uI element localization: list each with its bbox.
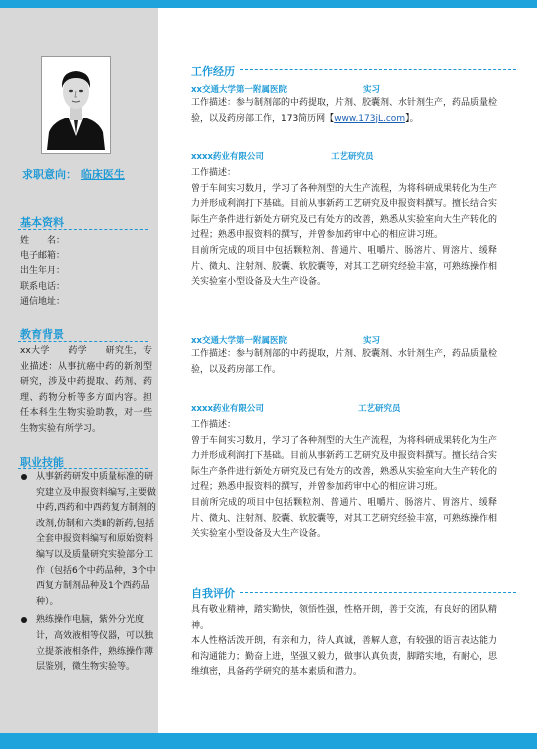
- info-name-label: 姓 名：: [20, 236, 66, 246]
- job-intent: [22, 166, 125, 182]
- job-4-description: [191, 418, 497, 543]
- self-evaluation-title: 自我评价: [191, 587, 235, 600]
- job-3-header: [191, 334, 381, 346]
- skill-item: [20, 613, 156, 675]
- bullet-icon: [21, 617, 27, 623]
- bullet-icon: [21, 474, 27, 480]
- job-4-desc-label: 工作描述：: [191, 420, 237, 430]
- skills-title: 职业技能: [20, 456, 64, 469]
- job-intent-label: 求职意向：: [22, 168, 77, 181]
- work-experience-rule: [240, 69, 516, 70]
- job-4-role: 工艺研究员: [358, 404, 401, 414]
- job-1-company: xx交通大学第一附属医院: [191, 85, 287, 95]
- education-text: xx大学 药学 研究生，专业描述：从事抗癌中药的新剂型研究，涉及中药提取、药剂、药理、药物分析等多方面内容。担任本科生生物实验助教，对一些生物实验有所学习。: [20, 346, 152, 434]
- self-evaluation-rule: [240, 592, 516, 593]
- job-3-description: 工作描述：参与制剂部的中药提取，片剂、胶囊剂、水针剂生产，药品质量检验，以及药房部工作。: [191, 349, 498, 375]
- skill-item: [20, 470, 156, 610]
- job-3-company: xx交通大学第一附属医院: [191, 336, 287, 346]
- skills-list: [20, 470, 156, 679]
- job-2-desc-label: 工作描述：: [191, 168, 237, 178]
- photo-frame: [41, 56, 111, 154]
- education-rule: [18, 341, 148, 342]
- self-evaluation-para-2: 本人性格活泼开朗，有亲和力，待人真诚，善解人意，有较强的语言表达能力和沟通能力；勤奋上进，坚强又毅力，做事认真负责，脚踏实地，有耐心，思维缜密，具备药学研究的基本素质和潜力。: [191, 636, 498, 678]
- info-phone-label: 联系电话：: [20, 282, 66, 292]
- work-experience-title: 工作经历: [191, 65, 235, 78]
- info-email-label: 电子邮箱：: [20, 251, 66, 261]
- top-accent-bar: [0, 0, 537, 8]
- job-2-desc-para-2: 目前所完成的项目中包括颗粒剂、普通片、咀嚼片、肠溶片、胃溶片、缓释片、微丸、注射剂、胶囊、软胶囊等，对其工艺研究经验丰富，可熟练操作相关实验室小型设备及大生产设备。: [191, 245, 498, 288]
- basic-info-rule: [18, 229, 148, 230]
- job-2-desc-para-1: 曾于车间实习数月，学习了各种剂型的大生产流程，为将科研成果转化为生产力并形成利润打下基础。目前从事新药工艺研究及申报资料撰写。擅长结合实际生产条件进行新处方研究及已有处方的改善，熟悉从实验室向大生产转化的过程；熟悉申报资料的撰写，并曾参加药审中心的相应讲习班。: [191, 183, 498, 241]
- job-4-desc-para-1: 曾于车间实习数月，学习了各种剂型的大生产流程，为将科研成果转化为生产力并形成利润打下基础。目前从事新药工艺研究及申报资料撰写。擅长结合实际生产条件进行新处方研究及已有处方的改善，熟悉从实验室向大生产转化的过程；熟悉申报资料的撰写，并曾参加药审中心的相应讲习班。: [191, 435, 498, 493]
- job-4-desc-para-2: 目前所完成的项目中包括颗粒剂、普通片、咀嚼片、肠溶片、胃溶片、缓释片、微丸、注射剂、胶囊、软胶囊等，对其工艺研究经验丰富，可熟练操作相关实验室小型设备及大生产设备。: [191, 497, 498, 540]
- basic-info-title: 基本资料: [20, 216, 64, 229]
- job-2-description: [191, 166, 497, 291]
- info-birth-label: 出生年月：: [20, 266, 66, 276]
- job-intent-value: 临床医生: [80, 168, 125, 181]
- info-address-label: 通信地址：: [20, 297, 66, 307]
- job-1-role: 实习: [363, 85, 381, 95]
- job-3-role: 实习: [363, 336, 381, 346]
- job-2-company: xxxx药业有限公司: [191, 152, 264, 162]
- skill-text: 熟练操作电脑，紫外分光度计，高效液相等仪器，可以独立提茶液相条件，熟练操作薄层鉴别，微生物实验等。: [36, 615, 154, 673]
- self-evaluation-para-1: 具有敬业精神，踏实勤快，领悟性强，性格开朗，善于交流，有良好的团队精神。: [191, 605, 498, 631]
- education-title: 教育背景: [20, 328, 64, 341]
- job-4-header: [191, 402, 401, 414]
- website-link[interactable]: www.173jL.com: [334, 113, 406, 124]
- portrait-photo: [45, 60, 107, 150]
- skills-rule: [18, 468, 148, 469]
- job-4-company: xxxx药业有限公司: [191, 404, 264, 414]
- skill-text: 从事新药研发中质量标准的研究建立及申报资料编写,主要做中药,西药和中西药复方制剂的改剂,仿制和六类Ⅱ的新药,包括全套申报资料编写和原始资料编写以及质量研究实验部分工作（包括6个中药品种，3个中西复方制剂品种及1个西药品种）。: [36, 472, 156, 607]
- job-1-header: [191, 83, 381, 95]
- job-1-description: 工作描述：参与制剂部的中药提取，片剂、胶囊剂、水针剂生产，药品质量检验，以及药房部工作，173简历网【www.173jL.com】。: [191, 98, 498, 124]
- job-2-header: [191, 150, 374, 162]
- bottom-accent-bar: [0, 733, 537, 749]
- self-evaluation-text: [191, 603, 497, 681]
- job-2-role: 工艺研究员: [331, 152, 374, 162]
